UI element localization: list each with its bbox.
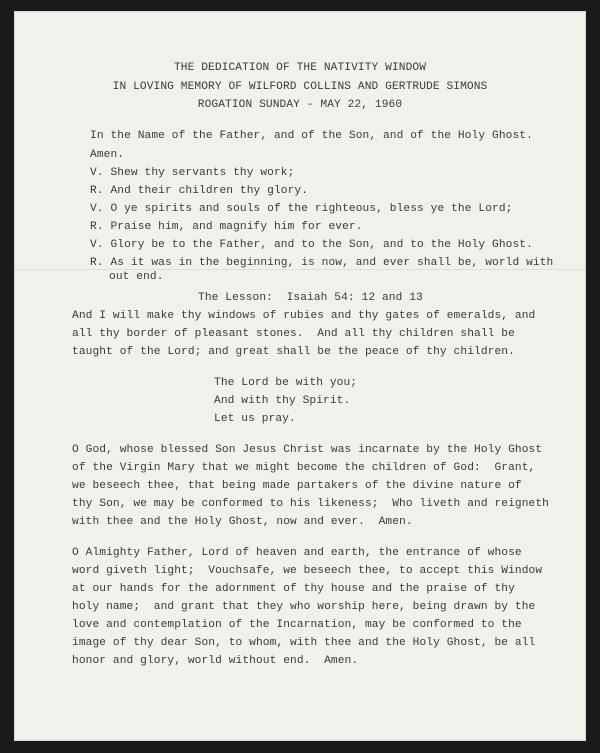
response-line: And with thy Spirit. [214, 395, 351, 407]
prayer-line: image of thy dear Son, to whom, with thee and the Holy Ghost, be all [72, 637, 536, 649]
prayer-line: with thee and the Holy Ghost, now and ever. Amen. [72, 516, 413, 528]
prayer-line: love and contemplation of the Incarnation, may be conformed to the [72, 619, 522, 631]
versicle-line: Amen. [90, 149, 125, 161]
versicle-line: V. O ye spirits and souls of the righteous, bless ye the Lord; [90, 203, 513, 215]
prayer-line: honor and glory, world without end. Amen. [72, 655, 359, 667]
lesson-heading: The Lesson: Isaiah 54: 12 and 13 [198, 292, 423, 304]
prayer-line: O God, whose blessed Son Jesus Christ was incarnate by the Holy Ghost [72, 444, 543, 456]
lesson-line: taught of the Lord; and great shall be the peace of thy children. [72, 346, 515, 358]
versicle-line: V. Shew thy servants thy work; [90, 167, 295, 179]
prayer-line: of the Virgin Mary that we might become the children of God: Grant, [72, 462, 536, 474]
versicle-line: out end. [109, 271, 164, 283]
versicle-line: R. And their children thy glory. [90, 185, 309, 197]
versicle-line: R. As it was in the beginning, is now, and ever shall be, world with [90, 257, 554, 269]
prayer-line: at our hands for the adornment of thy house and the praise of thy [72, 583, 515, 595]
prayer-line: O Almighty Father, Lord of heaven and earth, the entrance of whose [72, 547, 522, 559]
prayer-line: thy Son, we may be conformed to his likeness; Who liveth and reigneth [72, 498, 549, 510]
versicle-line: V. Glory be to the Father, and to the Son, and to the Holy Ghost. [90, 239, 533, 251]
response-line: The Lord be with you; [214, 377, 358, 389]
prayer-line: word giveth light; Vouchsafe, we beseech thee, to accept this Window [72, 565, 543, 577]
versicle-line: R. Praise him, and magnify him for ever. [90, 221, 363, 233]
response-line: Let us pray. [214, 413, 296, 425]
document-page [14, 11, 586, 741]
prayer-line: we beseech thee, that being made partakers of the divine nature of [72, 480, 522, 492]
lesson-line: And I will make thy windows of rubies and thy gates of emeralds, and [72, 310, 536, 322]
versicle-line: In the Name of the Father, and of the Son, and of the Holy Ghost. [90, 130, 533, 142]
header-title: THE DEDICATION OF THE NATIVITY WINDOW [173, 62, 427, 74]
header-date: ROGATION SUNDAY - MAY 22, 1960 [197, 99, 403, 111]
prayer-line: holy name; and grant that they who worship here, being drawn by the [72, 601, 536, 613]
header-memorial: IN LOVING MEMORY OF WILFORD COLLINS AND GERTRUDE SIMONS [112, 81, 488, 93]
lesson-line: all thy border of pleasant stones. And all thy children shall be [72, 328, 515, 340]
